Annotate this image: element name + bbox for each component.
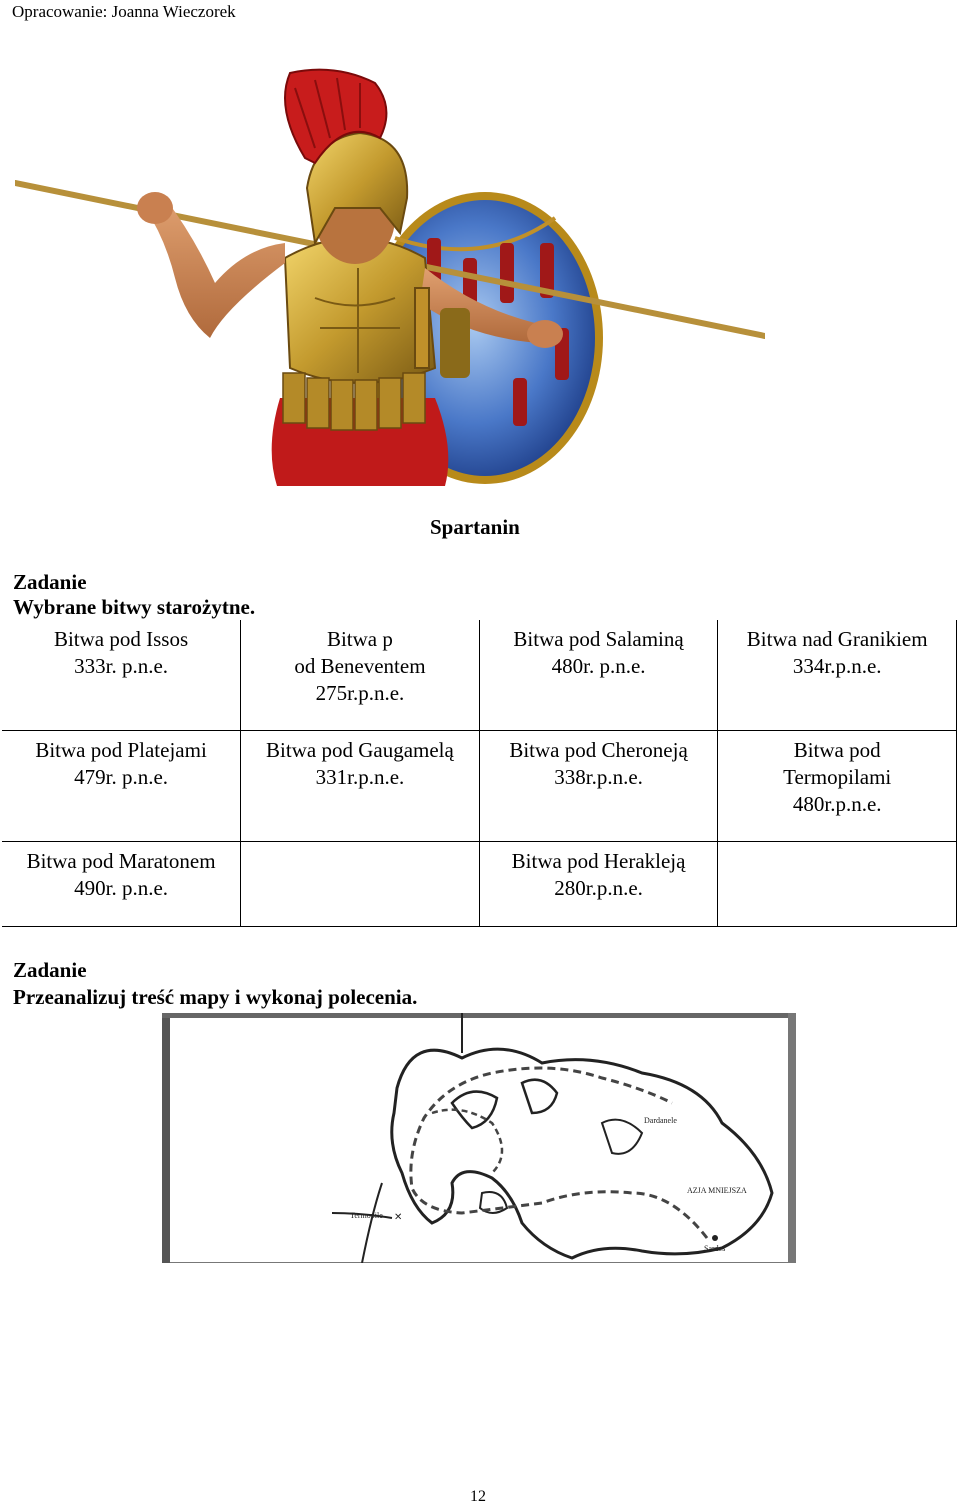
map-label-azja: AZJA MNIEJSZA (687, 1186, 747, 1195)
table-cell (2, 731, 241, 842)
battle-name: Bitwa pod Herakleją (511, 849, 686, 873)
battle-name: Termopilami (783, 765, 892, 789)
table-cell (718, 620, 957, 731)
battle-date: 331r.p.n.e. (315, 765, 405, 789)
spartan-illustration (15, 68, 765, 486)
map-label-sardes: Sardes (704, 1244, 726, 1253)
table-cell (2, 842, 241, 927)
table-row (2, 620, 957, 731)
battle-date: 334r.p.n.e. (792, 654, 882, 678)
battle-date: 479r. p.n.e. (74, 765, 169, 789)
battle-date: 490r. p.n.e. (74, 876, 169, 900)
task1-title: Zadanie (13, 570, 87, 594)
battle-date: 338r.p.n.e. (554, 765, 643, 789)
battles-table (2, 620, 957, 927)
table-cell-empty (718, 842, 957, 927)
table-cell-empty (241, 842, 480, 927)
battle-name: od Beneventem (294, 654, 426, 678)
page-number: 12 (470, 1488, 486, 1505)
table-cell (479, 842, 718, 927)
battle-name: Bitwa pod Issos (53, 627, 189, 651)
battle-name: Bitwa pod Gaugamelą (266, 738, 454, 762)
author-credit: Opracowanie: Joanna Wieczorek (12, 2, 236, 21)
battle-name: Bitwa p (326, 627, 393, 651)
campaign-map (162, 1013, 796, 1263)
map-label-termopile: Termopile (350, 1211, 383, 1220)
task2-title: Zadanie (13, 958, 87, 982)
battle-name: Bitwa pod (793, 738, 881, 762)
battle-name: Bitwa pod Salaminą (513, 627, 684, 651)
table-cell (479, 731, 718, 842)
table-cell (241, 620, 480, 731)
illustration-caption: Spartanin (430, 515, 520, 539)
table-cell (718, 731, 957, 842)
table-cell (2, 620, 241, 731)
battle-date: 480r.p.n.e. (792, 792, 882, 816)
battle-date: 480r. p.n.e. (551, 654, 646, 678)
map-label-dardanele: Dardanele (644, 1116, 677, 1125)
battle-date: 280r.p.n.e. (554, 876, 643, 900)
task1-subtitle: Wybrane bitwy starożytne. (13, 595, 256, 619)
table-row (2, 731, 957, 842)
battle-name: Bitwa pod Platejami (35, 738, 207, 762)
svg-text:✕: ✕ (394, 1212, 403, 1223)
table-cell (479, 620, 718, 731)
battle-date: 275r.p.n.e. (315, 681, 405, 705)
battle-name: Bitwa pod Cheroneją (509, 738, 688, 762)
battle-name: Bitwa nad Granikiem (746, 627, 928, 651)
battle-name: Bitwa pod Maratonem (26, 849, 216, 873)
task2-subtitle: Przeanalizuj treść mapy i wykonaj polecenia. (13, 985, 418, 1009)
table-row (2, 842, 957, 927)
table-cell (241, 731, 480, 842)
battle-date: 333r. p.n.e. (74, 654, 169, 678)
